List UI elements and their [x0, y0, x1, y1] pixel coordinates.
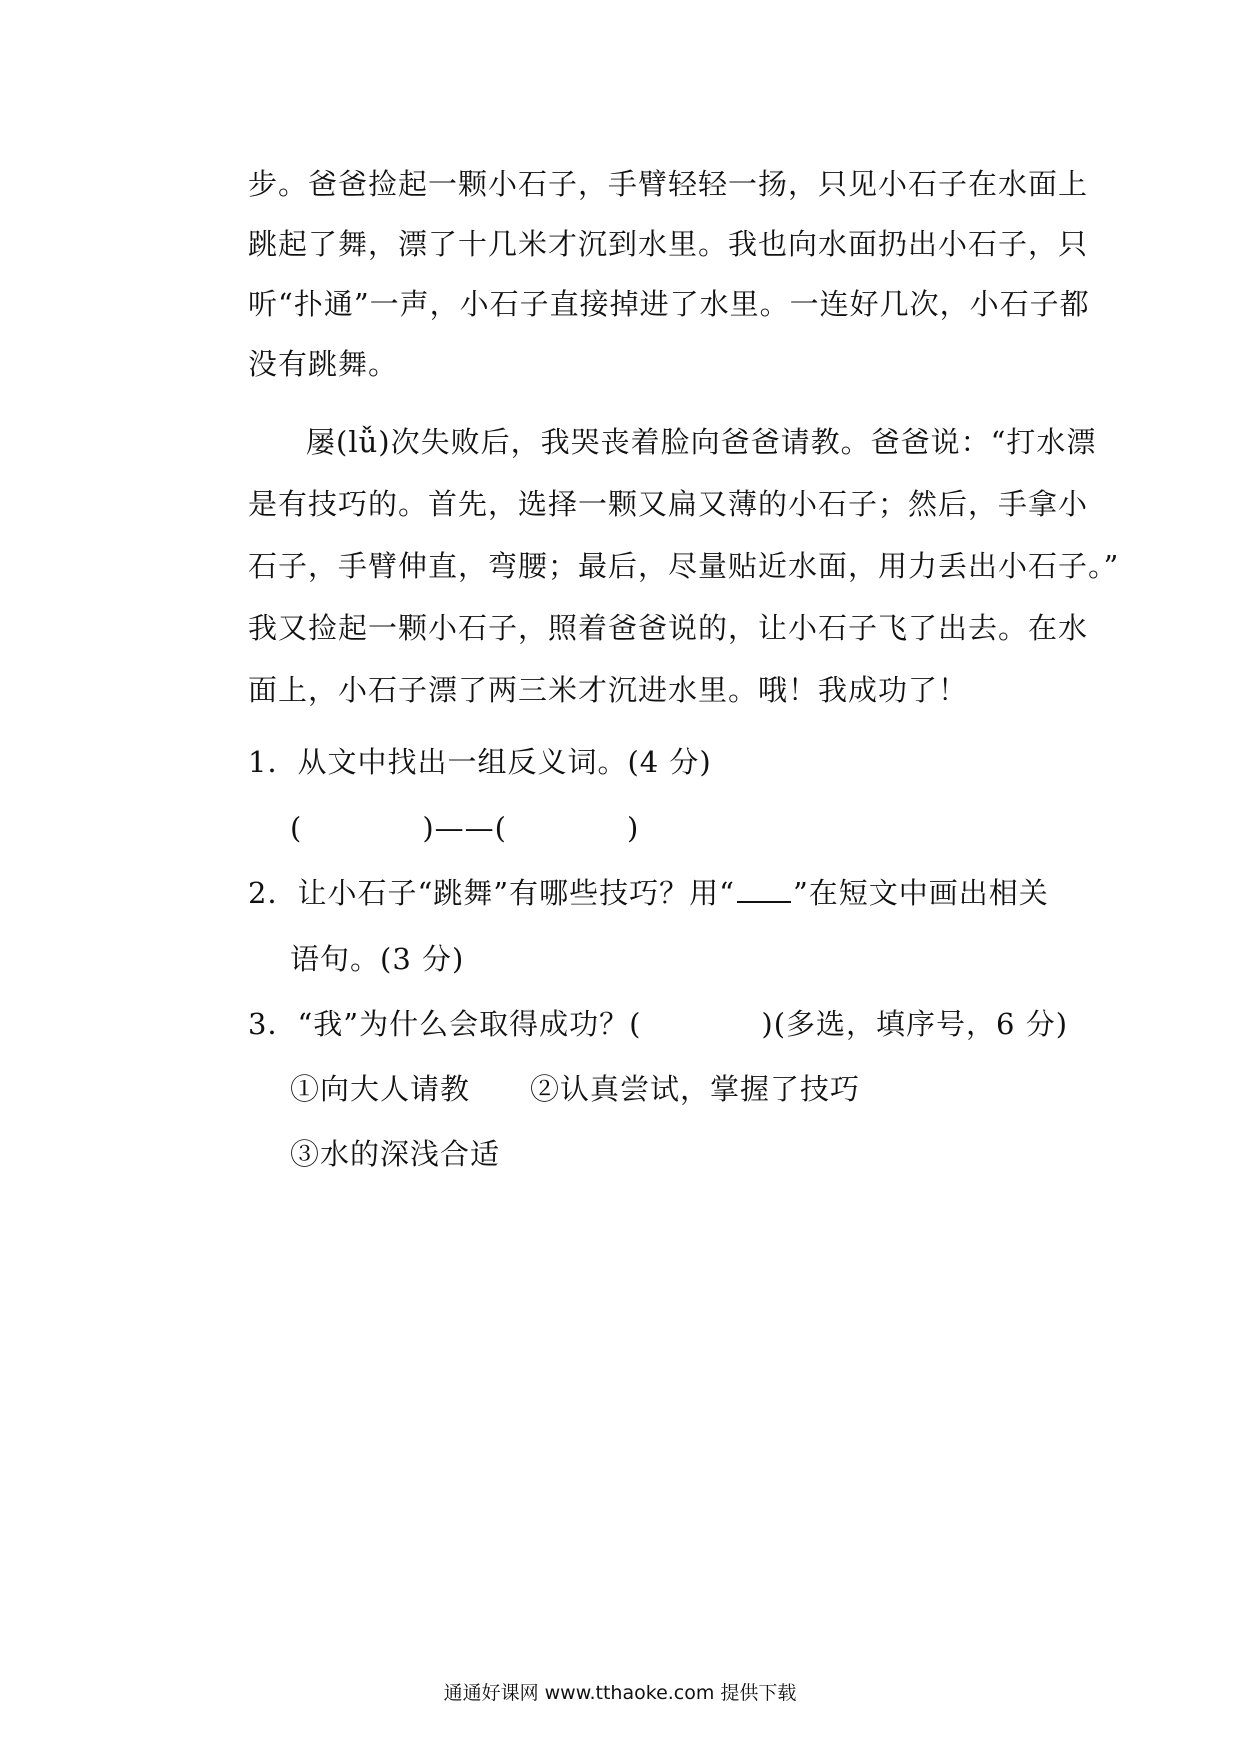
question-1-answer: ( )——( ) — [290, 811, 640, 845]
passage-line: 步。爸爸捡起一颗小石子，手臂轻轻一扬，只见小石子在水面上 — [248, 167, 1089, 201]
passage-line: 石子，手臂伸直，弯腰；最后，尽量贴近水面，用力丢出小石子。” — [248, 549, 1120, 583]
question-2-continued: 语句。(3 分) — [290, 942, 465, 976]
question-1: 1．从文中找出一组反义词。(4 分) — [248, 745, 712, 779]
passage-line: 屡(lǚ)次失败后，我哭丧着脸向爸爸请教。爸爸说：“打水漂 — [306, 425, 1097, 459]
question-3-options-row-2: ③水的深浅合适 — [290, 1137, 501, 1171]
passage-line: 我又捡起一颗小石子，照着爸爸说的，让小石子飞了出去。在水 — [248, 611, 1089, 645]
footer-text: 通通好课网 www.tthaoke.com 提供下载 — [443, 1682, 797, 1704]
passage-line: 跳起了舞，漂了十几米才沉到水里。我也向水面扔出小石子，只 — [248, 227, 1089, 261]
passage-line: 没有跳舞。 — [248, 347, 399, 381]
question-2 — [248, 873, 1049, 913]
question-2-text-b: ”在短文中画出相关 — [792, 876, 1049, 910]
question-3: 3．“我”为什么会取得成功？( )(多选，填序号，6 分) — [248, 1007, 1069, 1041]
passage-line: 面上，小石子漂了两三米才沉进水里。哦！我成功了！ — [248, 673, 969, 707]
passage-line: 是有技巧的。首先，选择一颗又扁又薄的小石子；然后，手拿小 — [248, 487, 1089, 521]
question-3-options-row-1: ①向大人请教 ②认真尝试，掌握了技巧 — [290, 1072, 861, 1106]
passage-line: 听“扑通”一声，小石子直接掉进了水里。一连好几次，小石子都 — [248, 287, 1090, 321]
question-2-text-a: 2．让小石子“跳舞”有哪些技巧？用“ — [248, 876, 735, 910]
underline-mark — [737, 875, 791, 903]
